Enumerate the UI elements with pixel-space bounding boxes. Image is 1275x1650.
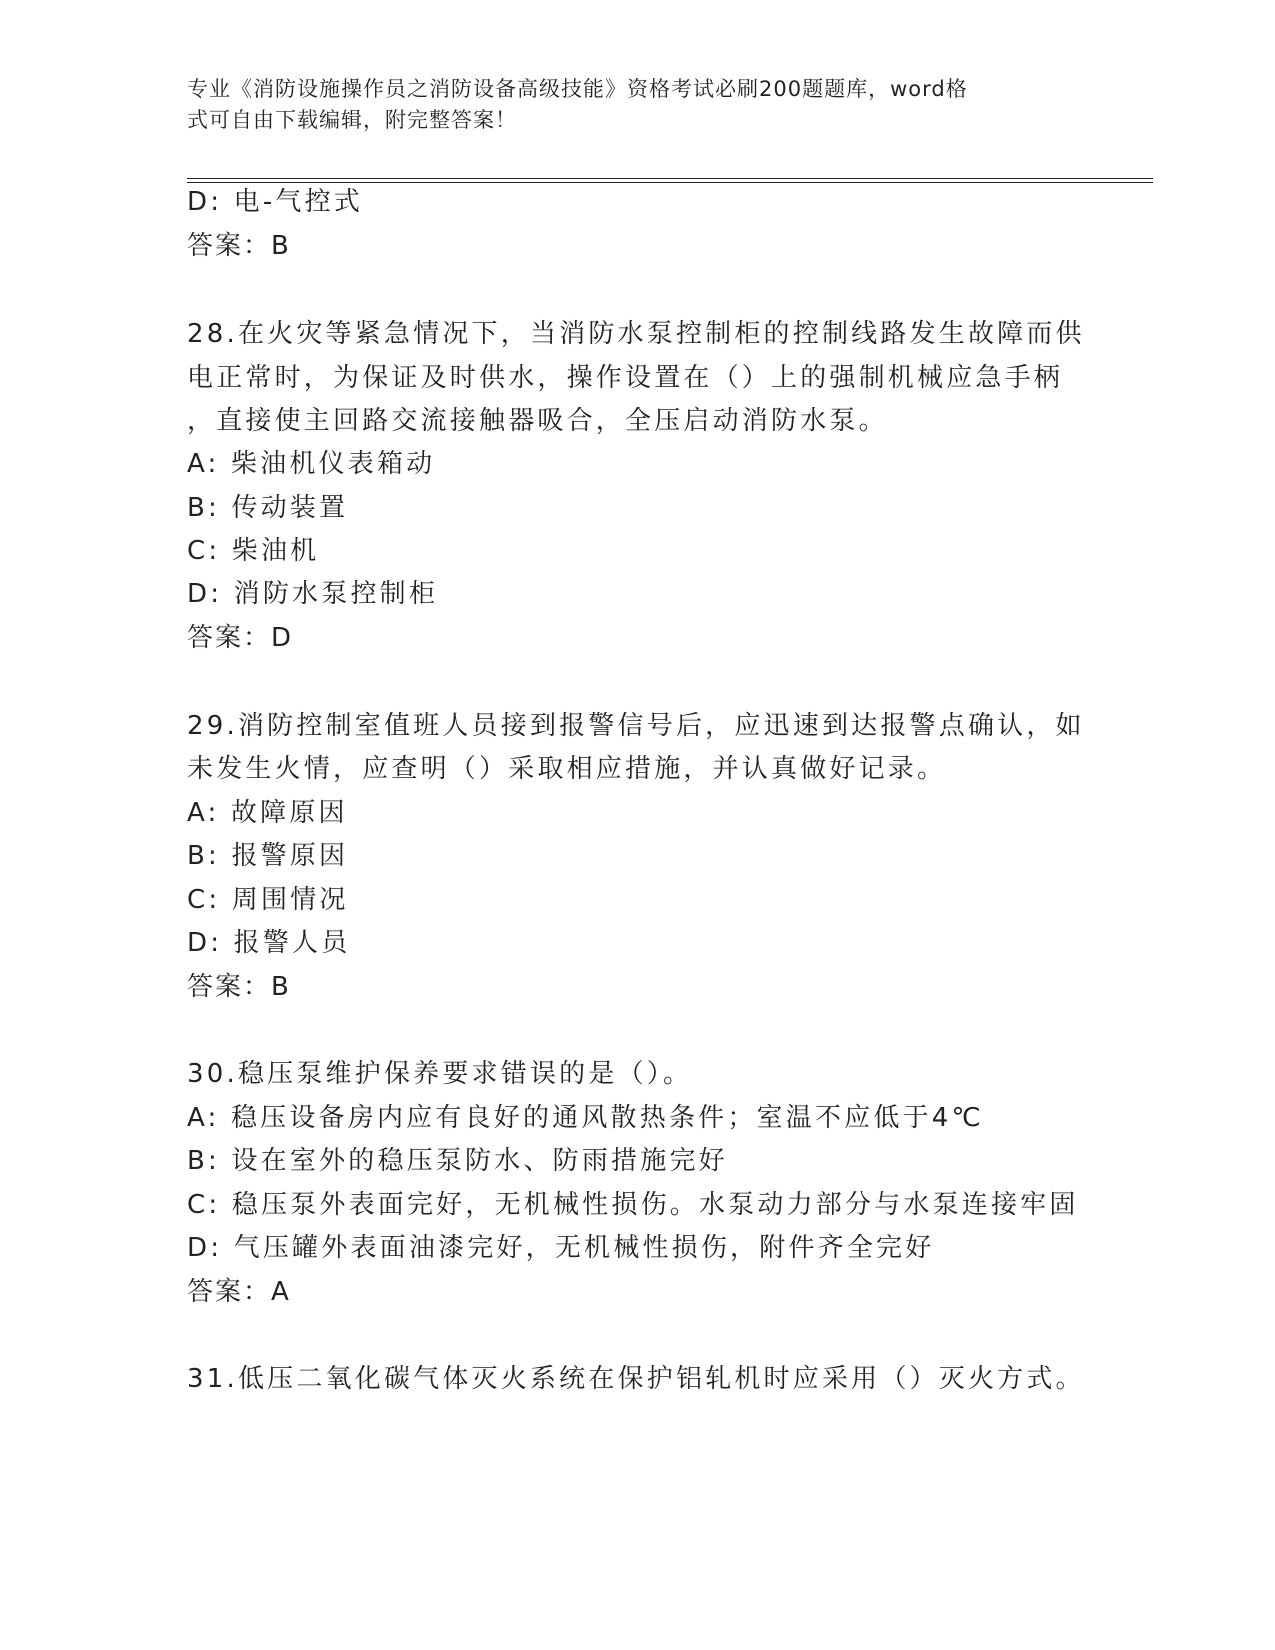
q29-answer: 答案：B	[187, 972, 291, 1002]
header-divider-bottom	[187, 182, 1153, 183]
document-header	[187, 74, 1067, 136]
q28-option-d: D: 消防水泵控制柜	[187, 579, 439, 609]
header-title-line-2: 式可自由下载编辑，附完整答案！	[187, 108, 517, 132]
q30-option-d: D: 气压罐外表面油漆完好，无机械性损伤，附件齐全完好	[187, 1233, 935, 1263]
q28-option-b: B: 传动装置	[187, 493, 349, 523]
q28-stem-line-1: 28.在火灾等紧急情况下，当消防水泵控制柜的控制线路发生故障而供	[187, 319, 1085, 349]
q30-answer: 答案：A	[187, 1277, 291, 1307]
header-divider-top	[187, 178, 1153, 179]
q28-stem-line-3: ，直接使主回路交流接触器吸合，全压启动消防水泵。	[187, 406, 888, 436]
q29-option-b: B: 报警原因	[187, 841, 349, 871]
q30-option-c: C: 稳压泵外表面完好，无机械性损伤。水泵动力部分与水泵连接牢固	[187, 1190, 1079, 1220]
q30-stem-line-1: 30.稳压泵维护保养要求错误的是（）。	[187, 1059, 693, 1089]
q31-stem-line-1: 31.低压二氧化碳气体灭火系统在保护铝轧机时应采用（）灭火方式。	[187, 1364, 1085, 1394]
q29-stem-line-1: 29.消防控制室值班人员接到报警信号后，应迅速到达报警点确认，如	[187, 711, 1085, 741]
q27-answer: 答案：B	[187, 231, 291, 261]
q29-option-d: D: 报警人员	[187, 928, 351, 958]
q27-option-d: D: 电-气控式	[187, 187, 364, 217]
q28-option-c: C: 柴油机	[187, 536, 320, 566]
q28-answer: 答案：D	[187, 623, 294, 653]
q30-option-a: A: 稳压设备房内应有良好的通风散热条件；室温不应低于4℃	[187, 1103, 984, 1133]
q29-option-c: C: 周围情况	[187, 885, 349, 915]
q29-stem-line-2: 未发生火情，应查明（）采取相应措施，并认真做好记录。	[187, 754, 947, 784]
header-title-line-1: 专业《消防设施操作员之消防设备高级技能》资格考试必刷200题题库，word格	[187, 77, 968, 101]
q28-option-a: A: 柴油机仪表箱动	[187, 449, 436, 479]
q30-option-b: B: 设在室外的稳压泵防水、防雨措施完好	[187, 1146, 728, 1176]
q29-option-a: A: 故障原因	[187, 798, 348, 828]
q28-stem-line-2: 电正常时，为保证及时供水，操作设置在（）上的强制机械应急手柄	[187, 363, 1064, 393]
